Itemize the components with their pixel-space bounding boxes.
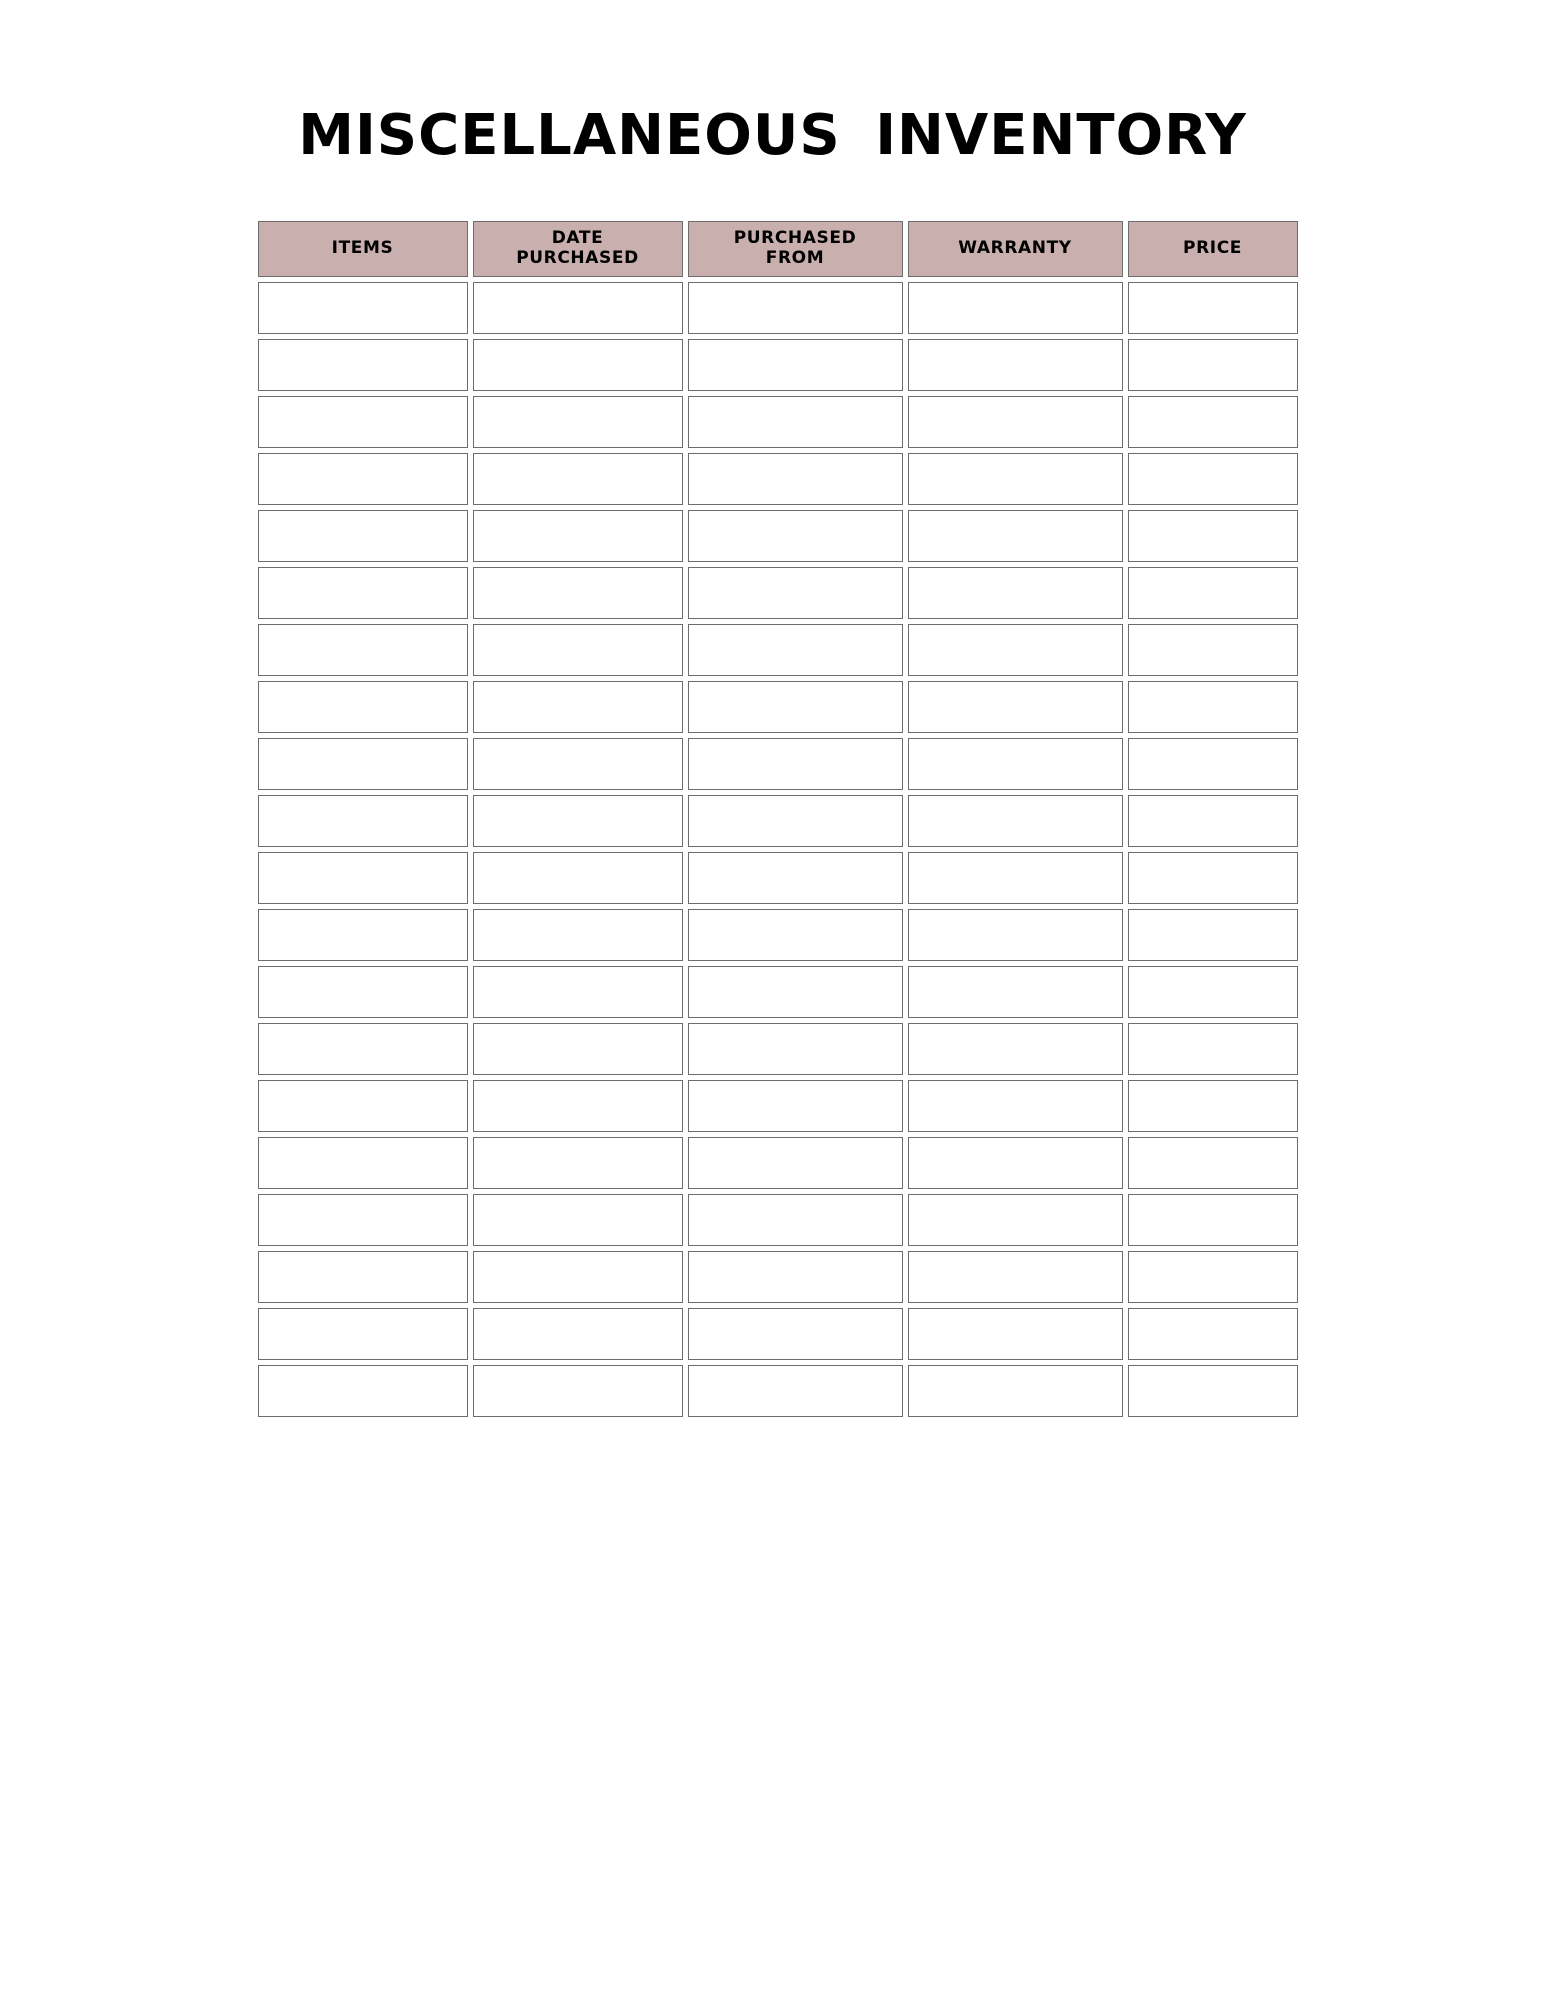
- cell-purchased_from[interactable]: [688, 396, 903, 448]
- cell-items[interactable]: [258, 339, 468, 391]
- cell-price[interactable]: [1128, 510, 1298, 562]
- cell-date_purchased[interactable]: [473, 1365, 683, 1417]
- cell-warranty[interactable]: [908, 1080, 1123, 1132]
- table-row: [258, 567, 1298, 619]
- cell-purchased_from[interactable]: [688, 1308, 903, 1360]
- cell-date_purchased[interactable]: [473, 396, 683, 448]
- cell-date_purchased[interactable]: [473, 738, 683, 790]
- table-row: [258, 966, 1298, 1018]
- cell-warranty[interactable]: [908, 339, 1123, 391]
- cell-warranty[interactable]: [908, 1194, 1123, 1246]
- table-row: [258, 738, 1298, 790]
- cell-purchased_from[interactable]: [688, 795, 903, 847]
- table-row: [258, 681, 1298, 733]
- cell-purchased_from[interactable]: [688, 624, 903, 676]
- cell-price[interactable]: [1128, 1308, 1298, 1360]
- table-row: [258, 1251, 1298, 1303]
- cell-warranty[interactable]: [908, 282, 1123, 334]
- cell-date_purchased[interactable]: [473, 681, 683, 733]
- cell-date_purchased[interactable]: [473, 1251, 683, 1303]
- cell-price[interactable]: [1128, 396, 1298, 448]
- cell-price[interactable]: [1128, 1023, 1298, 1075]
- cell-warranty[interactable]: [908, 966, 1123, 1018]
- cell-purchased_from[interactable]: [688, 453, 903, 505]
- cell-price[interactable]: [1128, 681, 1298, 733]
- cell-purchased_from[interactable]: [688, 966, 903, 1018]
- cell-date_purchased[interactable]: [473, 282, 683, 334]
- cell-items[interactable]: [258, 795, 468, 847]
- table-row: [258, 795, 1298, 847]
- cell-items[interactable]: [258, 396, 468, 448]
- cell-price[interactable]: [1128, 909, 1298, 961]
- table-row: [258, 1137, 1298, 1189]
- cell-date_purchased[interactable]: [473, 339, 683, 391]
- table-body: [258, 282, 1298, 1417]
- cell-price[interactable]: [1128, 339, 1298, 391]
- cell-items[interactable]: [258, 909, 468, 961]
- cell-warranty[interactable]: [908, 453, 1123, 505]
- table-row: [258, 909, 1298, 961]
- cell-price[interactable]: [1128, 738, 1298, 790]
- column-header-date-purchased: DATE PURCHASED: [473, 221, 683, 277]
- column-header-warranty: WARRANTY: [908, 221, 1123, 277]
- cell-purchased_from[interactable]: [688, 1023, 903, 1075]
- cell-price[interactable]: [1128, 1194, 1298, 1246]
- cell-items[interactable]: [258, 852, 468, 904]
- table-row: [258, 282, 1298, 334]
- cell-items[interactable]: [258, 282, 468, 334]
- cell-purchased_from[interactable]: [688, 282, 903, 334]
- cell-items[interactable]: [258, 624, 468, 676]
- page-title: MISCELLANEOUS INVENTORY: [298, 103, 1247, 168]
- cell-date_purchased[interactable]: [473, 1194, 683, 1246]
- cell-warranty[interactable]: [908, 1365, 1123, 1417]
- cell-purchased_from[interactable]: [688, 738, 903, 790]
- cell-date_purchased[interactable]: [473, 966, 683, 1018]
- cell-purchased_from[interactable]: [688, 1080, 903, 1132]
- cell-items[interactable]: [258, 1194, 468, 1246]
- table-row: [258, 396, 1298, 448]
- cell-warranty[interactable]: [908, 1308, 1123, 1360]
- table-row: [258, 339, 1298, 391]
- cell-warranty[interactable]: [908, 852, 1123, 904]
- table-row: [258, 1194, 1298, 1246]
- cell-warranty[interactable]: [908, 681, 1123, 733]
- cell-price[interactable]: [1128, 624, 1298, 676]
- cell-purchased_from[interactable]: [688, 339, 903, 391]
- table-row: [258, 510, 1298, 562]
- cell-date_purchased[interactable]: [473, 624, 683, 676]
- cell-purchased_from[interactable]: [688, 681, 903, 733]
- cell-warranty[interactable]: [908, 738, 1123, 790]
- cell-date_purchased[interactable]: [473, 1023, 683, 1075]
- cell-date_purchased[interactable]: [473, 795, 683, 847]
- table-row: [258, 852, 1298, 904]
- cell-items[interactable]: [258, 510, 468, 562]
- column-header-items: ITEMS: [258, 221, 468, 277]
- table-row: [258, 1365, 1298, 1417]
- cell-date_purchased[interactable]: [473, 909, 683, 961]
- column-header-price: PRICE: [1128, 221, 1298, 277]
- cell-warranty[interactable]: [908, 1023, 1123, 1075]
- cell-warranty[interactable]: [908, 909, 1123, 961]
- cell-date_purchased[interactable]: [473, 453, 683, 505]
- cell-warranty[interactable]: [908, 795, 1123, 847]
- cell-price[interactable]: [1128, 1080, 1298, 1132]
- cell-purchased_from[interactable]: [688, 1251, 903, 1303]
- cell-date_purchased[interactable]: [473, 1137, 683, 1189]
- cell-date_purchased[interactable]: [473, 1080, 683, 1132]
- inventory-table-container: [253, 164, 1293, 1422]
- cell-price[interactable]: [1128, 282, 1298, 334]
- cell-price[interactable]: [1128, 1365, 1298, 1417]
- cell-items[interactable]: [258, 681, 468, 733]
- table-header-row: [258, 221, 1298, 277]
- cell-price[interactable]: [1128, 1251, 1298, 1303]
- cell-warranty[interactable]: [908, 567, 1123, 619]
- cell-items[interactable]: [258, 1365, 468, 1417]
- cell-items[interactable]: [258, 1080, 468, 1132]
- cell-date_purchased[interactable]: [473, 510, 683, 562]
- cell-purchased_from[interactable]: [688, 1194, 903, 1246]
- cell-warranty[interactable]: [908, 1137, 1123, 1189]
- cell-purchased_from[interactable]: [688, 1137, 903, 1189]
- cell-items[interactable]: [258, 1308, 468, 1360]
- table-row: [258, 453, 1298, 505]
- table-header: [258, 221, 1298, 277]
- cell-warranty[interactable]: [908, 1251, 1123, 1303]
- cell-items[interactable]: [258, 1023, 468, 1075]
- cell-warranty[interactable]: [908, 396, 1123, 448]
- cell-date_purchased[interactable]: [473, 567, 683, 619]
- cell-items[interactable]: [258, 738, 468, 790]
- cell-price[interactable]: [1128, 966, 1298, 1018]
- cell-purchased_from[interactable]: [688, 510, 903, 562]
- cell-price[interactable]: [1128, 852, 1298, 904]
- cell-purchased_from[interactable]: [688, 567, 903, 619]
- inventory-table: [253, 216, 1303, 1422]
- table-row: [258, 624, 1298, 676]
- cell-purchased_from[interactable]: [688, 909, 903, 961]
- cell-price[interactable]: [1128, 795, 1298, 847]
- cell-date_purchased[interactable]: [473, 852, 683, 904]
- cell-items[interactable]: [258, 567, 468, 619]
- cell-price[interactable]: [1128, 453, 1298, 505]
- cell-date_purchased[interactable]: [473, 1308, 683, 1360]
- cell-purchased_from[interactable]: [688, 1365, 903, 1417]
- cell-purchased_from[interactable]: [688, 852, 903, 904]
- cell-price[interactable]: [1128, 567, 1298, 619]
- cell-items[interactable]: [258, 1137, 468, 1189]
- table-row: [258, 1080, 1298, 1132]
- cell-items[interactable]: [258, 453, 468, 505]
- column-header-purchased-from: PURCHASED FROM: [688, 221, 903, 277]
- cell-warranty[interactable]: [908, 510, 1123, 562]
- cell-items[interactable]: [258, 1251, 468, 1303]
- table-row: [258, 1023, 1298, 1075]
- cell-items[interactable]: [258, 966, 468, 1018]
- cell-price[interactable]: [1128, 1137, 1298, 1189]
- cell-warranty[interactable]: [908, 624, 1123, 676]
- table-row: [258, 1308, 1298, 1360]
